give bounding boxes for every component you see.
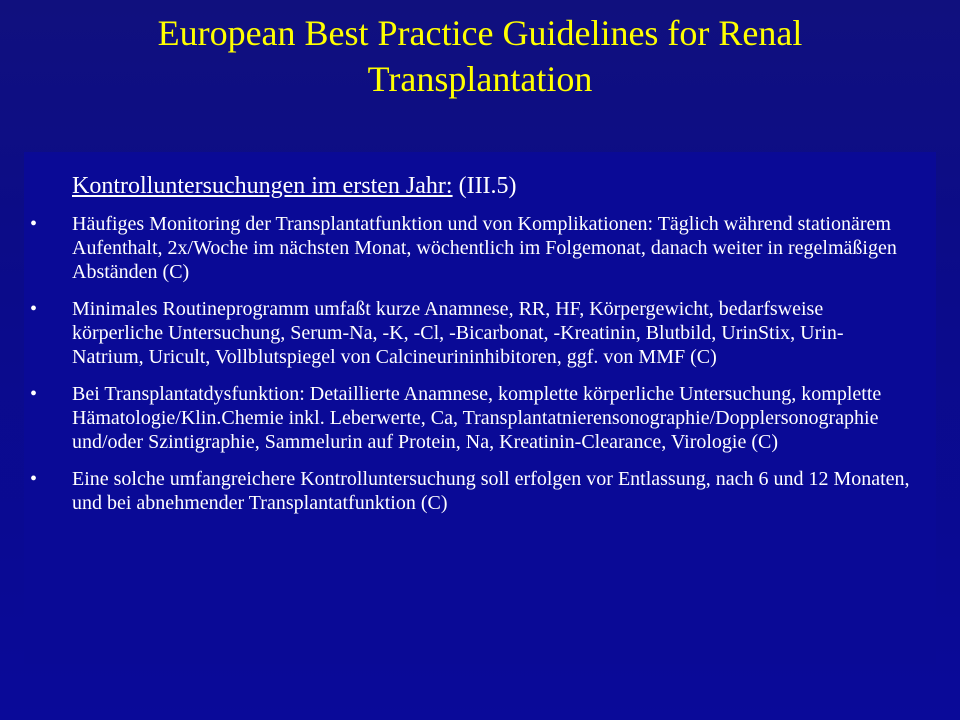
section-heading bbox=[72, 170, 912, 202]
title-line-2: Transplantation bbox=[367, 59, 593, 99]
bullet-icon: • bbox=[30, 468, 38, 490]
section-heading-underlined: Kontrolluntersuchungen im ersten Jahr: bbox=[72, 173, 453, 199]
bullet-text: Häufiges Monitoring der Transplantatfunktion und von Komplikationen: Täglich während stationärem Aufenthalt, 2x/Woche im nächsten Monat, wöchentlich im Folgemonat, danach weiter in regelmäßigen Abständen (C) bbox=[72, 213, 897, 283]
bullet-text: Eine solche umfangreichere Kontrolluntersuchung soll erfolgen vor Entlassung, nach 6 und 12 Monaten, und bei abnehmender Transplantatfunktion (C) bbox=[72, 468, 910, 514]
bullet-list bbox=[30, 212, 912, 515]
bullet-item bbox=[30, 382, 912, 454]
content-box bbox=[24, 152, 936, 664]
bullet-icon: • bbox=[30, 383, 38, 405]
title-line-1: European Best Practice Guidelines for Renal bbox=[157, 13, 803, 53]
slide-title bbox=[40, 10, 920, 102]
section-heading-suffix: (III.5) bbox=[452, 173, 517, 199]
bullet-item bbox=[30, 297, 912, 369]
bullet-item bbox=[30, 467, 912, 515]
bullet-text: Minimales Routineprogramm umfaßt kurze Anamnese, RR, HF, Körpergewicht, bedarfsweise körperliche Untersuchung, Serum-Na, -K, -Cl, -Bicarbonat, -Kreatinin, Blutbild, UrinStix, Urin-Natrium, Uricult, Vollblutspiegel von Calcineurininhibitoren, ggf. von MMF (C) bbox=[72, 298, 844, 368]
bullet-text: Bei Transplantatdysfunktion: Detaillierte Anamnese, komplette körperliche Untersuchung, komplette Hämatologie/Klin.Chemie inkl. Leberwerte, Ca, Transplantatnierensonographie/Dopplersonographie und/oder Szintigraphie, Sammelurin auf Protein, Na, Kreatinin-Clearance, Virologie (C) bbox=[72, 383, 882, 453]
bullet-icon: • bbox=[30, 213, 38, 235]
bullet-item bbox=[30, 212, 912, 284]
bullet-icon: • bbox=[30, 298, 38, 320]
